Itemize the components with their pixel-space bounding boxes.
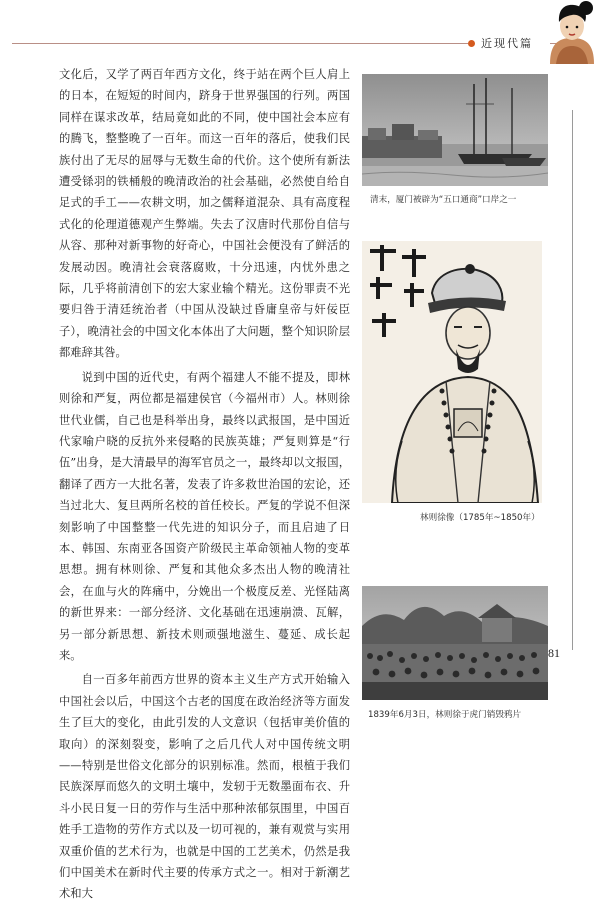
harbor-photo (362, 74, 548, 186)
figure-caption: 林则徐像（1785年~1850年） (420, 513, 540, 523)
figure-caption: 清末，厦门被辟为“五口通商”口岸之一 (370, 195, 517, 205)
section-title: 近现代篇 (481, 37, 533, 50)
body-text-column (59, 64, 350, 905)
lin-zexu-portrait (362, 241, 542, 503)
doll-figurine-icon (544, 0, 600, 64)
opium-destruction-photo (362, 586, 548, 700)
page-number: 81 (548, 646, 560, 660)
paragraph: 文化后，又学了两百年西方文化，终于站在两个巨人肩上的日本，在短短的时间内，跻身于世界强国的行列。两国同样在谋求改革，结局竟如此的不同，使中国社会本应有的腾飞，整整晚了一百年。而这一百年的落后，使我们民族付出了无尽的屈辱与无数生命的代价。这个使所有新法遭受铩羽的铁桶般的晚清政治的社会基础，必然使自给自足式的手工——农耕文明，加之儒释道混杂、具有高度程式化的伦理道德观产生弊端。失去了汉唐时代那份自信与从容、那种对新事物的好奇心，中国社会便没有了鲜活的发展动因。晚清社会衰落腐败，十分迅速，内忧外患之际，几乎将前清创下的宏大家业输个精光。这份罪责不光要归咎于清廷统治者（中国从没缺过昏庸皇帝与奸佞臣子），晚清社会的中国文化本体出了大问题，整个知识阶层都难辞其咎。 (59, 68, 350, 360)
paragraph: 说到中国的近代史，有两个福建人不能不提及，即林则徐和严复，两位都是福建侯官（今福州市）人。林则徐世代业儒，自己也是科举出身，最终以武报国，是中国近代家喻户晓的反抗外来侵略的民族英雄；严复则算是“行伍”出身，是大清最早的海军官员之一，最终却以文报国，翻译了西方一大批名著，发表了许多救世治国的宏论，还当过北大、复旦两所名校的首任校长。严复的学说不但深刻影响了中国整整一代先进的知识分子，而且启迪了日本、韩国、东南亚各国资产阶级民主革命领袖人物的变革思想。拥有林则徐、严复和其他众多杰出人物的晚清社会，在血与火的阵痛中，分娩出一个极度反差、光怪陆离的新世界来：一部分经济、文化基础在迅速崩溃、瓦解，另一部分新思想、新技术则顽强地滋生、蔓延、成长起来。 (59, 370, 350, 662)
paragraph: 自一百多年前西方世界的资本主义生产方式开始输入中国社会以后，中国这个古老的国度在政治经济等方面发生了巨大的变化，由此引发的人文意识（包括审美价值的取向）的深刻裂变，影响了之后几代人对中国传统文明——特别是世俗文化部分的识别标准。然而，根植于我们民族深厚而悠久的文明土壤中，发轫于无数墨面布衣、升斗小民日复一日的劳作与生活中那种浓郁氛围里，中国百姓手工造物的劳作方式以及一切可视的，兼有观赏与实用双重价值的艺术行为，也就是中国的工艺美术，仍然是我们中国美术在新时代主要的传承方式之一。相对于新潮艺术和大 (59, 673, 350, 901)
page-edge-rule (572, 110, 573, 650)
section-tag (468, 33, 550, 53)
bullet-dot-icon (468, 40, 475, 47)
figure-caption: 1839年6月3日，林则徐于虎门销毁鸦片 (368, 710, 522, 720)
